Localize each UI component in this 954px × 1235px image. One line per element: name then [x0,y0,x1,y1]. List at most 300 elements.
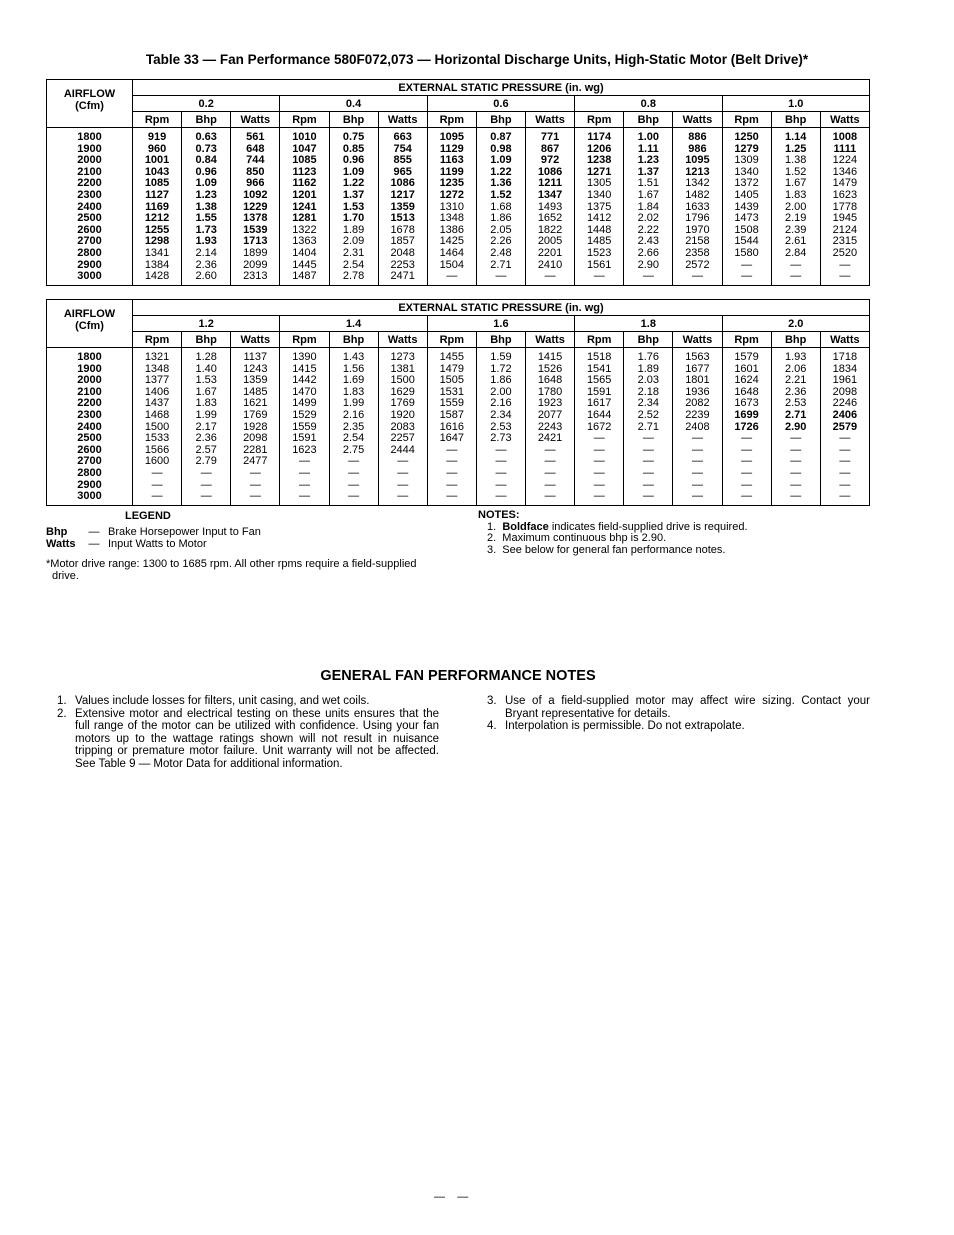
value-cell: — [575,445,624,457]
value-cell: 1529 [280,410,329,422]
value-cell: 1340 [722,167,771,179]
value-cell: 1.52 [771,167,820,179]
value-cell: 1713 [231,236,280,248]
value-cell: 1648 [722,387,771,399]
value-cell: 1.37 [329,190,378,202]
airflow-cell: 2400 [47,202,133,214]
value-cell: 867 [526,144,575,156]
pressure-header: 1.8 [575,316,722,332]
value-cell: 2.16 [476,398,525,410]
value-cell: 2.03 [624,375,673,387]
value-cell: 1347 [526,190,575,202]
value-cell: 1920 [378,410,427,422]
value-cell: 1359 [378,202,427,214]
value-cell: — [182,480,231,492]
airflow-cell: 2700 [47,236,133,248]
value-cell: 0.96 [329,155,378,167]
value-cell: 2406 [820,410,869,422]
value-cell: 1.51 [624,178,673,190]
value-cell: — [722,260,771,272]
value-cell: 1623 [820,190,869,202]
value-cell: 1341 [133,248,182,260]
value-cell: 2281 [231,445,280,457]
airflow-cell: 1900 [47,144,133,156]
value-cell: 1923 [526,398,575,410]
table-body [47,348,870,506]
value-cell: 2253 [378,260,427,272]
value-cell: 1455 [427,348,476,364]
value-cell: 919 [133,128,182,144]
value-cell: 1086 [378,178,427,190]
bhp-column-header: Bhp [624,332,673,348]
value-cell: — [722,480,771,492]
value-cell: 1.22 [329,178,378,190]
value-cell: 1359 [231,375,280,387]
value-cell: 1601 [722,364,771,376]
value-cell: 1518 [575,348,624,364]
value-cell: 966 [231,178,280,190]
table-row [47,491,870,505]
table-row [47,410,870,422]
value-cell: 1561 [575,260,624,272]
value-cell: 1.86 [476,213,525,225]
value-cell: 1310 [427,202,476,214]
value-cell: 0.98 [476,144,525,156]
airflow-cell: 2800 [47,248,133,260]
value-cell: 2.36 [182,433,231,445]
table-row [47,248,870,260]
value-cell: 2.78 [329,271,378,285]
value-cell: — [427,445,476,457]
value-cell: 1346 [820,167,869,179]
notes [478,510,878,556]
value-cell: — [820,271,869,285]
value-cell: 1.40 [182,364,231,376]
bhp-column-header: Bhp [476,112,525,128]
value-cell: 2.35 [329,422,378,434]
value-cell: 754 [378,144,427,156]
table-row [47,468,870,480]
value-cell: 1.67 [771,178,820,190]
value-cell: 1163 [427,155,476,167]
value-cell: 2124 [820,225,869,237]
value-cell: 1123 [280,167,329,179]
value-cell: 2.61 [771,236,820,248]
value-cell: — [624,456,673,468]
value-cell: 1241 [280,202,329,214]
value-cell: 1834 [820,364,869,376]
value-cell: 2572 [673,260,722,272]
value-cell: 2.90 [624,260,673,272]
value-cell: 1644 [575,410,624,422]
table-row [47,348,870,364]
note-item: 1. Boldface indicates field-supplied drive is required. [487,520,748,533]
value-cell: — [231,468,280,480]
value-cell: 2.71 [476,260,525,272]
value-cell: 0.84 [182,155,231,167]
value-cell: 1415 [526,348,575,364]
value-cell: 2.09 [329,236,378,248]
pressure-header: 1.0 [722,96,870,112]
value-cell: 1.09 [182,178,231,190]
value-cell: 1822 [526,225,575,237]
note-item: 3. See below for general fan performance notes. [487,543,726,556]
value-cell: — [575,456,624,468]
watts-column-header: Watts [526,332,575,348]
value-cell: 1485 [575,236,624,248]
esp-header: EXTERNAL STATIC PRESSURE (in. wg) [133,80,870,96]
value-cell: — [476,491,525,505]
value-cell: 1652 [526,213,575,225]
general-note-item: 4. Interpolation is permissible. Do not extrapolate. [487,720,745,732]
value-cell: 1305 [575,178,624,190]
value-cell: 1381 [378,364,427,376]
value-cell: 1404 [280,248,329,260]
value-cell: 2.31 [329,248,378,260]
value-cell: 2.48 [476,248,525,260]
value-cell: 1623 [280,445,329,457]
value-cell: 1.11 [624,144,673,156]
value-cell: 1513 [378,213,427,225]
value-cell: 1523 [575,248,624,260]
rpm-column-header: Rpm [722,332,771,348]
value-cell: 1201 [280,190,329,202]
rpm-column-header: Rpm [575,332,624,348]
value-cell: 2.36 [771,387,820,399]
value-cell: 1533 [133,433,182,445]
value-cell: 1.25 [771,144,820,156]
value-cell: 1647 [427,433,476,445]
value-cell: 1378 [231,213,280,225]
value-cell: 2.71 [771,410,820,422]
legend-item: Watts — Input Watts to Motor [46,537,207,550]
notes-heading: NOTES: [478,509,520,521]
rpm-column-header: Rpm [133,112,182,128]
value-cell: 1.67 [182,387,231,399]
value-cell: — [673,491,722,505]
value-cell: 0.73 [182,144,231,156]
value-cell: — [329,456,378,468]
value-cell: 2.14 [182,248,231,260]
value-cell: — [673,468,722,480]
value-cell: 986 [673,144,722,156]
value-cell: 1565 [575,375,624,387]
value-cell: 1624 [722,375,771,387]
value-cell: 2.54 [329,433,378,445]
bhp-column-header: Bhp [771,112,820,128]
airflow-header: AIRFLOW (Cfm) [47,80,133,112]
value-cell: — [476,468,525,480]
value-cell: 2.02 [624,213,673,225]
watts-column-header: Watts [673,112,722,128]
value-cell: — [722,445,771,457]
value-cell: 1086 [526,167,575,179]
value-cell: 1322 [280,225,329,237]
airflow-cell: 2100 [47,387,133,399]
value-cell: 1008 [820,128,869,144]
value-cell: 1372 [722,178,771,190]
value-cell: 1.52 [476,190,525,202]
value-cell: 0.75 [329,128,378,144]
value-cell: — [624,480,673,492]
value-cell: — [231,491,280,505]
value-cell: 561 [231,128,280,144]
watts-column-header: Watts [378,112,427,128]
esp-header: EXTERNAL STATIC PRESSURE (in. wg) [133,300,870,316]
bhp-column-header: Bhp [329,112,378,128]
watts-column-header: Watts [231,112,280,128]
airflow-cell: 2200 [47,398,133,410]
value-cell: — [231,480,280,492]
value-cell: 1504 [427,260,476,272]
value-cell: 2.22 [624,225,673,237]
value-cell: 2083 [378,422,427,434]
value-cell: — [820,456,869,468]
value-cell: — [329,480,378,492]
rpm-column-header: Rpm [427,332,476,348]
legend-item: Bhp — Brake Horsepower Input to Fan [46,526,261,538]
value-cell: 2.71 [624,422,673,434]
value-cell: 1129 [427,144,476,156]
value-cell: 2.79 [182,456,231,468]
value-cell: 1539 [231,225,280,237]
value-cell: 771 [526,128,575,144]
value-cell: 1621 [231,398,280,410]
value-cell: — [427,480,476,492]
value-cell: 1238 [575,155,624,167]
airflow-cell: 2600 [47,225,133,237]
airflow-cell: 2000 [47,155,133,167]
value-cell: — [182,491,231,505]
value-cell: 0.87 [476,128,525,144]
value-cell: — [771,456,820,468]
value-cell: 2.05 [476,225,525,237]
value-cell: 886 [673,128,722,144]
rpm-column-header: Rpm [575,112,624,128]
value-cell: — [771,480,820,492]
value-cell: — [378,480,427,492]
value-cell: — [280,491,329,505]
value-cell: 1579 [722,348,771,364]
value-cell: 1563 [673,348,722,364]
value-cell: — [820,468,869,480]
value-cell: 2.84 [771,248,820,260]
value-cell: 1127 [133,190,182,202]
value-cell: 2.53 [476,422,525,434]
value-cell: 1616 [427,422,476,434]
table-title: Table 33 — Fan Performance 580F072,073 — Horizontal Discharge Units, High-Static Motor (Belt Drive)* [145,52,809,67]
airflow-cell: 2500 [47,433,133,445]
value-cell: 1.09 [476,155,525,167]
airflow-cell: 2000 [47,375,133,387]
pressure-header: 1.4 [280,316,427,332]
pressure-header: 0.6 [427,96,574,112]
value-cell: 1591 [575,387,624,399]
value-cell: — [820,491,869,505]
value-cell: — [624,445,673,457]
airflow-cell: 2200 [47,178,133,190]
airflow-cell: 2900 [47,260,133,272]
value-cell: 1464 [427,248,476,260]
value-cell: 1137 [231,348,280,364]
value-cell: 2246 [820,398,869,410]
value-cell: — [526,271,575,285]
bhp-column-header: Bhp [329,332,378,348]
value-cell: 1928 [231,422,280,434]
value-cell: 1.67 [624,190,673,202]
value-cell: 2.52 [624,410,673,422]
value-cell: — [624,433,673,445]
value-cell: 1085 [133,178,182,190]
value-cell: 1617 [575,398,624,410]
value-cell: 1899 [231,248,280,260]
value-cell: 2082 [673,398,722,410]
bhp-column-header: Bhp [182,332,231,348]
value-cell: — [526,480,575,492]
value-cell: 1673 [722,398,771,410]
table-row [47,213,870,225]
value-cell: — [329,468,378,480]
value-cell: 2.00 [771,202,820,214]
pressure-header-row [47,316,870,332]
value-cell: 1.83 [771,190,820,202]
value-cell: 1001 [133,155,182,167]
value-cell: — [280,480,329,492]
value-cell: 1.59 [476,348,525,364]
value-cell: — [575,491,624,505]
fan-performance-table-2 [46,299,870,506]
value-cell: 1493 [526,202,575,214]
value-cell: 1559 [427,398,476,410]
value-cell: 2257 [378,433,427,445]
rpm-column-header: Rpm [722,112,771,128]
table-row [47,433,870,445]
value-cell: 1.14 [771,128,820,144]
value-cell: 1473 [722,213,771,225]
value-cell: 1309 [722,155,771,167]
value-cell: 1095 [673,155,722,167]
airflow-cell: 2100 [47,167,133,179]
value-cell: 1.09 [329,167,378,179]
watts-column-header: Watts [526,112,575,128]
value-cell: 2239 [673,410,722,422]
value-cell: 1970 [673,225,722,237]
note-item: 2. Maximum continuous bhp is 2.90. [487,532,667,544]
value-cell: 1213 [673,167,722,179]
value-cell: 1375 [575,202,624,214]
value-cell: — [133,491,182,505]
subheader-row [47,112,870,128]
value-cell: — [624,468,673,480]
value-cell: 1.53 [182,375,231,387]
value-cell: 2.34 [624,398,673,410]
value-cell: 1.84 [624,202,673,214]
value-cell: — [133,468,182,480]
value-cell: 2158 [673,236,722,248]
value-cell: 1412 [575,213,624,225]
airflow-cell: 2300 [47,190,133,202]
value-cell: 1699 [722,410,771,422]
watts-column-header: Watts [378,332,427,348]
value-cell: 1.38 [771,155,820,167]
general-notes-right [487,695,870,733]
value-cell: 1600 [133,456,182,468]
value-cell: 1043 [133,167,182,179]
value-cell: 1.99 [182,410,231,422]
value-cell: 1531 [427,387,476,399]
value-cell: — [820,480,869,492]
value-cell: 1.55 [182,213,231,225]
value-cell: 1801 [673,375,722,387]
airflow-cell: 2600 [47,445,133,457]
fan-performance-table-1 [46,79,870,286]
value-cell: 2.21 [771,375,820,387]
airflow-cell: 2300 [47,410,133,422]
value-cell: 1206 [575,144,624,156]
rpm-column-header: Rpm [427,112,476,128]
airflow-cell: 2400 [47,422,133,434]
value-cell: — [820,260,869,272]
value-cell: 1348 [133,364,182,376]
value-cell: 1.22 [476,167,525,179]
value-cell: 1111 [820,144,869,156]
value-cell: 1092 [231,190,280,202]
value-cell: 1047 [280,144,329,156]
value-cell: 1377 [133,375,182,387]
value-cell: 1541 [575,364,624,376]
value-cell: — [624,491,673,505]
value-cell: 1428 [133,271,182,285]
value-cell: 2243 [526,422,575,434]
value-cell: — [526,468,575,480]
value-cell: 2.43 [624,236,673,248]
value-cell: 2.36 [182,260,231,272]
value-cell: 1.70 [329,213,378,225]
value-cell: 2201 [526,248,575,260]
value-cell: 1229 [231,202,280,214]
value-cell: 972 [526,155,575,167]
value-cell: 2.54 [329,260,378,272]
value-cell: 0.63 [182,128,231,144]
value-cell: 960 [133,144,182,156]
value-cell: 2.00 [476,387,525,399]
value-cell: 1279 [722,144,771,156]
value-cell: 648 [231,144,280,156]
value-cell: — [329,491,378,505]
rpm-column-header: Rpm [280,332,329,348]
value-cell: — [673,456,722,468]
value-cell: 2.75 [329,445,378,457]
value-cell: 2408 [673,422,722,434]
bhp-column-header: Bhp [476,332,525,348]
pressure-header: 1.2 [133,316,280,332]
value-cell: — [427,271,476,285]
value-cell: 1.68 [476,202,525,214]
airflow-cell: 2800 [47,468,133,480]
value-cell: — [673,480,722,492]
value-cell: 1342 [673,178,722,190]
value-cell: 2444 [378,445,427,457]
value-cell: 1.76 [624,348,673,364]
airflow-cell: 1900 [47,364,133,376]
value-cell: — [771,260,820,272]
value-cell: — [378,491,427,505]
value-cell: 1439 [722,202,771,214]
value-cell: — [476,271,525,285]
value-cell: 1425 [427,236,476,248]
value-cell: 1415 [280,364,329,376]
value-cell: 1174 [575,128,624,144]
